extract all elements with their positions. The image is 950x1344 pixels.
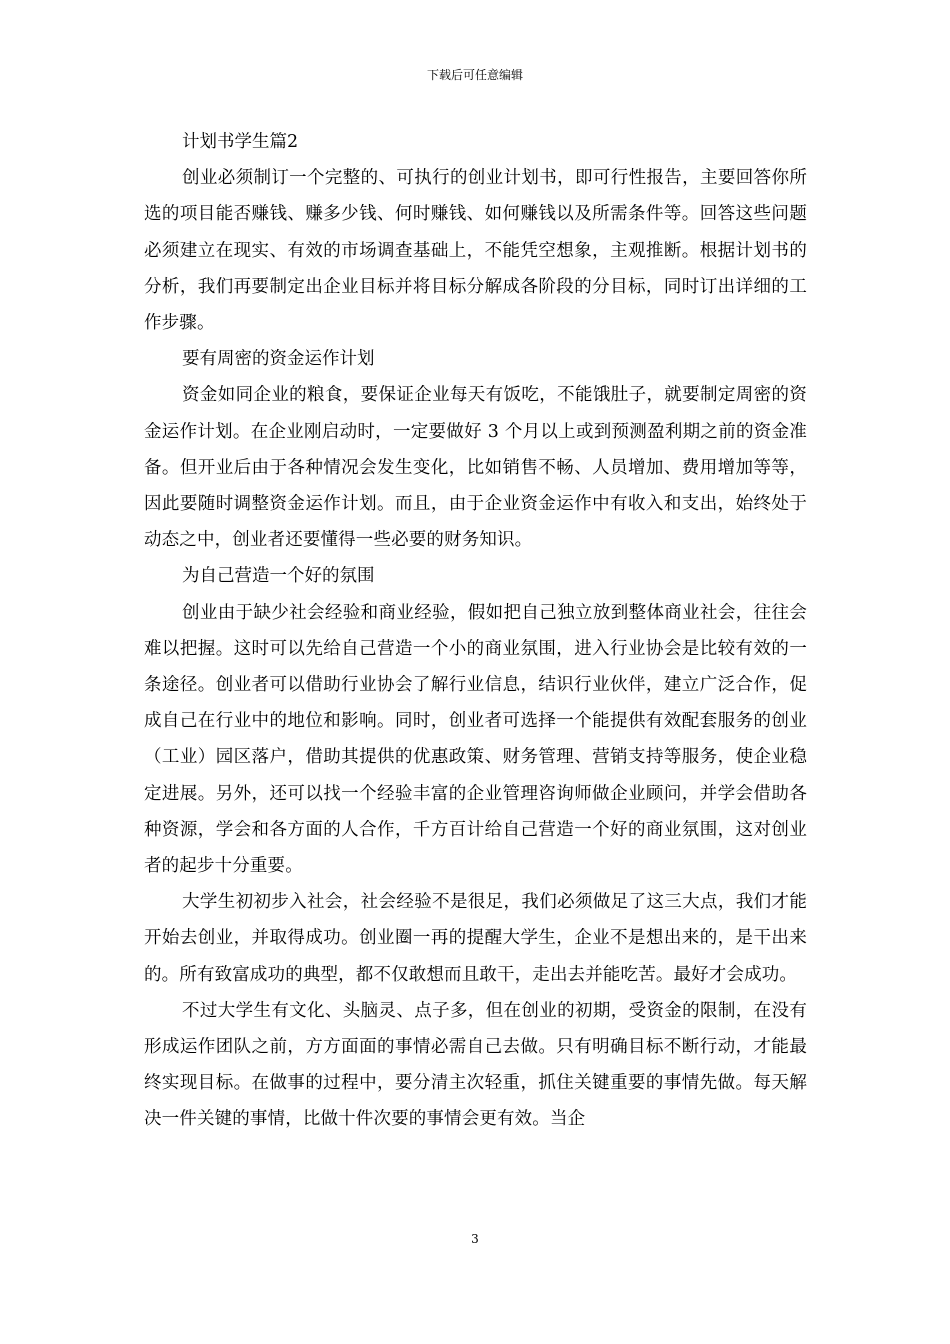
document-body <box>144 124 807 1138</box>
paragraph-advantages: 不过大学生有文化、头脑灵、点子多，但在创业的初期，受资金的限制，在没有形成运作团队之前，方方面面的事情必需自己去做。只有明确目标不断行动，才能最终实现目标。在做事的过程中，要分清主次轻重，抓住关键重要的事情先做。每天解决一件关键的事情，比做十件次要的事情会更有效。当企 <box>144 1000 807 1130</box>
page-header: 下载后可任意编辑 <box>426 68 523 82</box>
page-number: 3 <box>471 1232 479 1246</box>
heading-capital-plan: 要有周密的资金运作计划 <box>182 349 375 370</box>
paragraph-atmosphere: 创业由于缺少社会经验和商业经验，假如把自己独立放到整体商业社会，往往会难以把握。这时可以先给自己营造一个小的商业氛围，进入行业协会是比较有效的一条途径。创业者可以借助行业协会了解行业信息，结识行业伙伴，建立广泛合作，促成自己在行业中的地位和影响。同时，创业者可选择一个能提供有效配套服务的创业（工业）园区落户，借助其提供的优惠政策、财务管理、营销支持等服务，使企业稳定进展。另外，还可以找一个经验丰富的企业管理咨询师做企业顾问，并学会借助各种资源，学会和各方面的人合作，千方百计给自己营造一个好的商业氛围，这对创业者的起步十分重要。 <box>144 602 807 877</box>
paragraph-business-plan: 创业必须制订一个完整的、可执行的创业计划书，即可行性报告，主要回答你所选的项目能否赚钱、赚多少钱、何时赚钱、如何赚钱以及所需条件等。回答这些问题必须建立在现实、有效的市场调查基础上，不能凭空想象，主观推断。根据计划书的分析，我们再要制定出企业目标并将目标分解成各阶段的分目标，同时订出详细的工作步骤。 <box>144 168 807 334</box>
paragraph-capital-plan: 资金如同企业的粮食，要保证企业每天有饭吃，不能饿肚子，就要制定周密的资金运作计划。在企业刚启动时，一定要做好 3 个月以上或到预测盈利期之前的资金准备。但开业后由于各种情况会发生变化，比如销售不畅、人员增加、费用增加等等，因此要随时调整资金运作计划。而且，由于企业资金运作中有收入和支出，始终处于动态之中，创业者还要懂得一些必要的财务知识。 <box>144 385 807 551</box>
paragraph-students: 大学生初初步入社会，社会经验不是很足，我们必须做足了这三大点，我们才能开始去创业，并取得成功。创业圈一再的提醒大学生，企业不是想出来的，是干出来的。所有致富成功的典型，都不仅敢想而且敢干，走出去并能吃苦。最好才会成功。 <box>144 892 807 985</box>
section-title: 计划书学生篇2 <box>182 132 299 152</box>
heading-atmosphere: 为自己营造一个好的氛围 <box>182 566 375 587</box>
